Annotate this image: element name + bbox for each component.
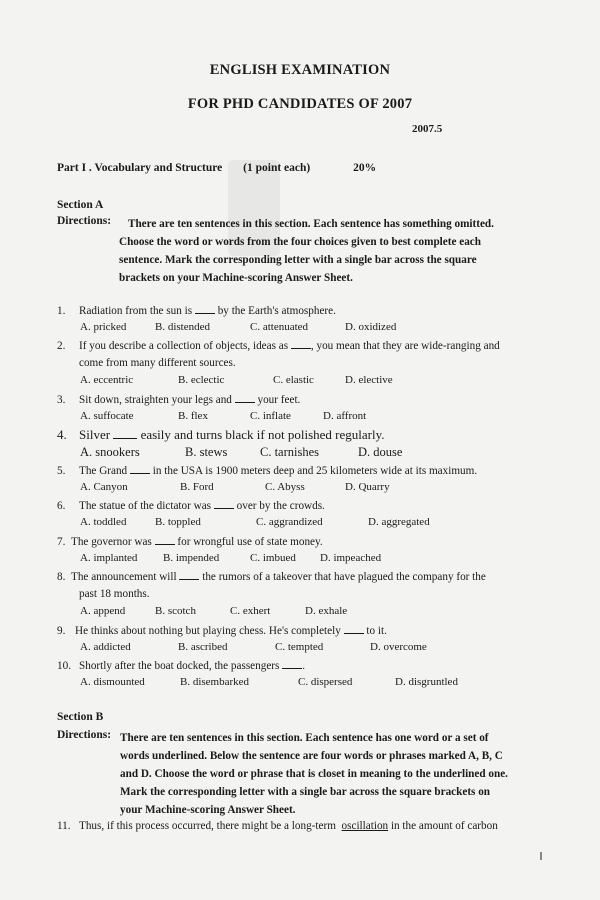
section-a-heading: Section A [57, 199, 104, 211]
option-a: A. eccentric [80, 374, 134, 386]
question-10: 10. Shortly after the boat docked, the passengers . [57, 660, 305, 672]
option-d: D. oxidized [345, 321, 397, 333]
answer-blank [235, 392, 255, 403]
option-d: D. overcome [370, 641, 427, 653]
section-b-directions-label: Directions: [57, 729, 112, 741]
question-2: 2. If you describe a collection of objects, ideas as , you mean that they are wide-ranging and come from many different sources. [57, 340, 500, 369]
answer-blank [291, 338, 311, 349]
section-a-directions-label: Directions: [57, 215, 112, 227]
option-a: A. Canyon [80, 481, 128, 493]
option-d: D. affront [323, 410, 367, 422]
option-c: C. aggrandized [256, 516, 323, 528]
option-b: B. stews [185, 445, 228, 459]
section-b-directions-line: your Machine-scoring Answer Sheet. [120, 804, 296, 816]
answer-blank [130, 463, 150, 474]
option-a: A. append [80, 605, 126, 617]
section-b-directions-line: and D. Choose the word or phrase that is closet in meaning to the underlined one. [120, 768, 508, 780]
part-points: (1 point each) [243, 162, 311, 174]
question-5: 5. The Grand in the USA is 1900 meters deep and 25 kilometers wide at its maximum. [57, 465, 478, 477]
section-a-directions-line: sentence. Mark the corresponding letter with a single bar across the square [119, 254, 477, 266]
section-b-directions-line: Mark the corresponding letter with a single bar across the square brackets on [120, 786, 491, 798]
option-a: A. snookers [80, 445, 140, 459]
question-11: 11. Thus, if this process occurred, there might be a long-term oscillation in the amount of carbon [57, 820, 498, 832]
option-d: D. aggregated [368, 516, 430, 528]
option-a: A. pricked [80, 321, 127, 333]
option-a: A. suffocate [80, 410, 134, 422]
option-c: C. tarnishes [260, 445, 320, 459]
part-percent: 20% [353, 162, 377, 174]
option-b: B. disembarked [180, 676, 250, 688]
option-c: C. exhert [230, 605, 271, 617]
option-b: B. ascribed [178, 641, 228, 653]
section-a-directions-line: There are ten sentences in this section. Each sentence has something omitted. [128, 218, 494, 230]
section-a-directions-line: Choose the word or words from the four choices given to best complete each [119, 236, 481, 248]
option-b: B. toppled [155, 516, 201, 528]
answer-blank [214, 498, 234, 509]
question-9: 9. He thinks about nothing but playing chess. He's completely to it. [57, 625, 387, 637]
option-d: D. elective [345, 374, 393, 386]
section-a-directions-line: brackets on your Machine-scoring Answer Sheet. [119, 272, 353, 284]
option-d: D. douse [358, 445, 403, 459]
answer-blank [344, 623, 364, 634]
option-b: B. impended [163, 552, 220, 564]
option-a: A. toddled [80, 516, 127, 528]
option-c: C. elastic [273, 374, 314, 386]
question-3: 3. Sit down, straighten your legs and your feet. [57, 394, 301, 406]
option-a: A. addicted [80, 641, 131, 653]
option-c: C. dispersed [298, 676, 353, 688]
section-b-directions-line: There are ten sentences in this section. Each sentence has one word or a set of [120, 732, 489, 744]
option-c: C. Abyss [265, 481, 305, 493]
answer-blank [113, 428, 137, 439]
question-8: 8. The announcement will the rumors of a takeover that have plagued the company for the past 18 months. [57, 571, 486, 600]
section-b-directions-line: words underlined. Below the sentence are four words or phrases marked A, B, C [120, 750, 503, 762]
answer-blank [195, 303, 215, 314]
option-b: B. eclectic [178, 374, 225, 386]
exam-subtitle: FOR PHD CANDIDATES OF 2007 [187, 96, 413, 112]
answer-blank [282, 658, 302, 669]
question-6: 6. The statue of the dictator was over by the crowds. [57, 500, 325, 512]
option-a: A. implanted [80, 552, 138, 564]
answer-blank [179, 569, 199, 580]
option-d: D. exhale [305, 605, 348, 617]
option-b: B. Ford [180, 481, 214, 493]
option-c: C. attenuated [250, 321, 309, 333]
option-b: B. distended [155, 321, 210, 333]
answer-blank [155, 534, 175, 545]
option-a: A. dismounted [80, 676, 145, 688]
scan-mark [540, 852, 542, 860]
question-4: 4. Silver easily and turns black if not polished regularly. [57, 427, 385, 442]
part-label: Part I . Vocabulary and Structure [57, 162, 223, 174]
exam-date: 2007.5 [412, 123, 443, 135]
option-b: B. flex [178, 410, 208, 422]
underlined-word: oscillation [341, 820, 389, 832]
exam-title: ENGLISH EXAMINATION [209, 62, 391, 78]
question-1: 1. Radiation from the sun is by the Earth's atmosphere. [57, 305, 336, 317]
option-c: C. inflate [250, 410, 291, 422]
option-b: B. scotch [155, 605, 196, 617]
option-d: D. impeached [320, 552, 382, 564]
option-d: D. Quarry [345, 481, 390, 493]
option-c: C. imbued [250, 552, 296, 564]
question-7: 7. The governor was for wrongful use of state money. [57, 536, 323, 548]
section-b-heading: Section B [57, 711, 104, 723]
option-d: D. disgruntled [395, 676, 458, 688]
part-heading [57, 162, 376, 174]
option-c: C. tempted [275, 641, 324, 653]
